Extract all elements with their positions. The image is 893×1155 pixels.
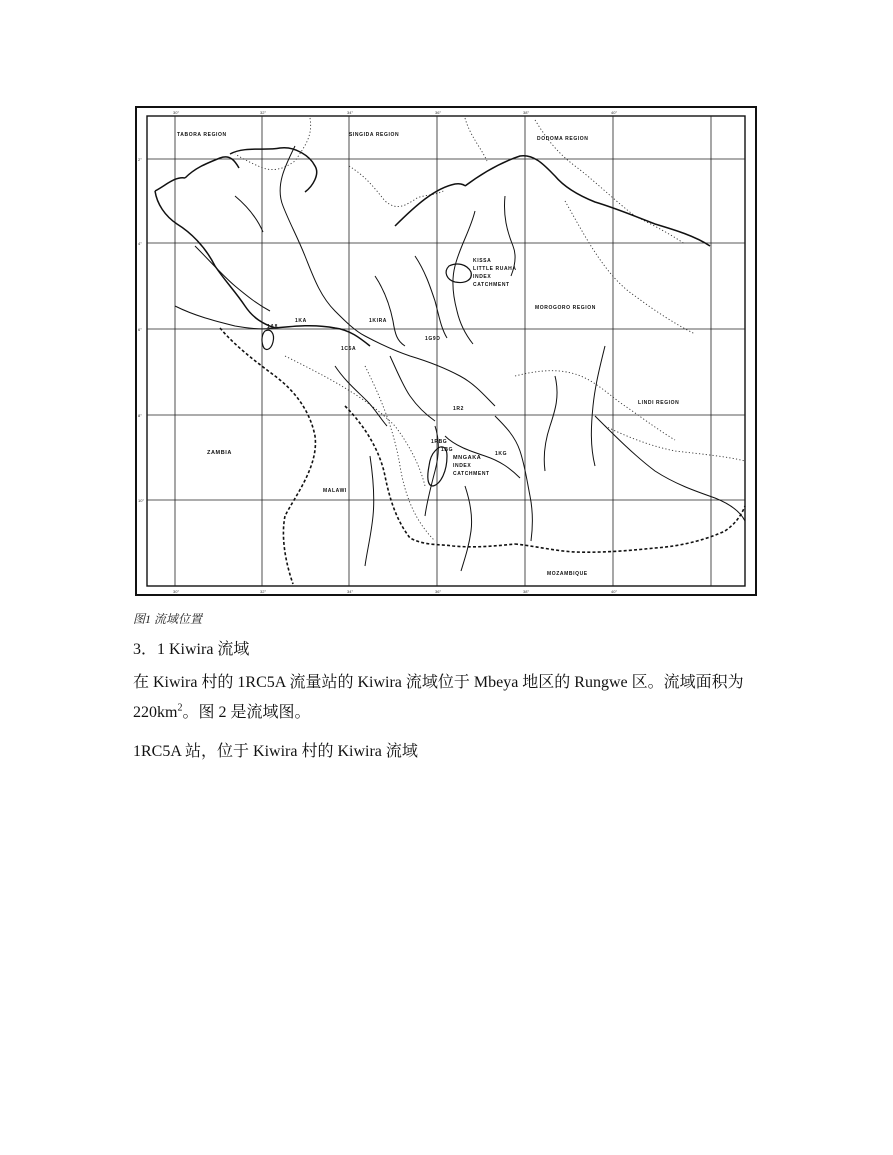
region-label-singida: SINGIDA REGION xyxy=(349,132,400,138)
catchment-label: KISSA xyxy=(473,258,492,264)
region-label-zambia: ZAMBIA xyxy=(207,450,232,456)
lon-tick: 34° xyxy=(347,589,354,594)
station-description: 1RC5A 站，位于 Kiwira 村的 Kiwira 流域 xyxy=(133,743,418,760)
catchment-label-mngaka: MNGAKA xyxy=(453,455,482,461)
lat-tick: 2° xyxy=(138,157,142,162)
catchment-label: INDEX xyxy=(453,463,472,469)
station-label: 1RBG xyxy=(431,439,448,445)
station-label: 1C5A xyxy=(341,346,357,352)
lon-tick: 40° xyxy=(611,110,618,115)
lat-tick: 6° xyxy=(138,327,142,332)
section-heading: 3．1 Kiwira 流域 xyxy=(133,641,250,658)
area-superscript: 2 xyxy=(177,702,183,714)
catchment-label: LITTLE RUAHA xyxy=(473,266,517,272)
region-label-mozambique: MOZAMBIQUE xyxy=(547,571,588,577)
lon-tick: 30° xyxy=(173,110,180,115)
station-label: 1KG xyxy=(495,451,508,457)
station-label: 1A8 xyxy=(267,324,278,330)
lon-tick: 36° xyxy=(435,589,442,594)
lat-tick: 10° xyxy=(138,498,145,503)
station-label: 1KA xyxy=(295,318,307,324)
region-label-dodoma: DODOMA REGION xyxy=(537,136,589,142)
lon-tick: 36° xyxy=(435,110,442,115)
location-map xyxy=(135,106,757,596)
lat-tick: 4° xyxy=(138,241,142,246)
lon-tick: 38° xyxy=(523,589,530,594)
lon-tick: 32° xyxy=(260,110,267,115)
catchment-label: CATCHMENT xyxy=(473,282,510,288)
station-label: 1KIRA xyxy=(369,318,388,324)
map-outer-frame xyxy=(136,107,756,595)
lon-tick: 34° xyxy=(347,110,354,115)
lon-tick: 30° xyxy=(173,589,180,594)
figure-caption: 图1 流域位置 xyxy=(133,612,203,626)
catchment-label: CATCHMENT xyxy=(453,471,490,477)
station-label: 1G9D xyxy=(425,336,441,342)
region-label-malawi: MALAWI xyxy=(323,488,347,494)
section-paragraph xyxy=(133,668,773,728)
para-text-end: 。图 2 是流域图。 xyxy=(182,704,311,721)
lon-tick: 40° xyxy=(611,589,618,594)
station-label: 1R2 xyxy=(453,406,464,412)
station-label: 1BG xyxy=(441,447,454,453)
lat-tick: 8° xyxy=(138,413,142,418)
lon-tick: 38° xyxy=(523,110,530,115)
map-svg xyxy=(135,106,757,596)
catchment-label: INDEX xyxy=(473,274,492,280)
region-label-morogoro: MOROGORO REGION xyxy=(535,305,596,311)
lon-tick: 32° xyxy=(260,589,267,594)
para-text: 在 Kiwira 村的 1RC5A 流量站的 Kiwira 流域位于 Mbeya 地区的 Rungwe 区。流域面积为 220km xyxy=(133,674,744,721)
region-label-tabora: TABORA REGION xyxy=(177,132,227,138)
region-label-lindi: LINDI REGION xyxy=(638,400,680,406)
